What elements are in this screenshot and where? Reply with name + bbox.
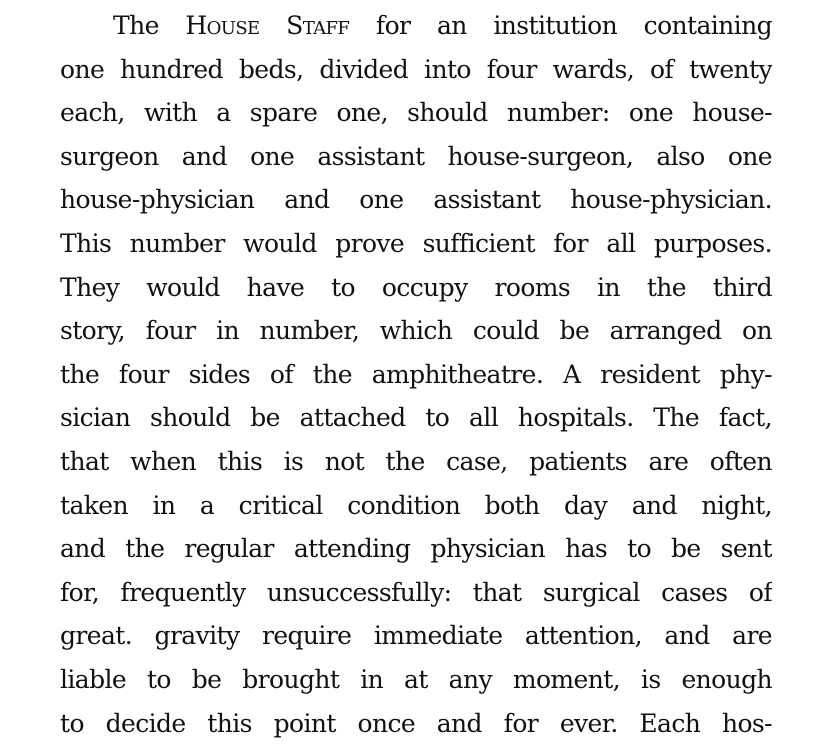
paragraph-line-8: story, four in number, which could be arranged on [60, 316, 772, 346]
paragraph-line-5: house-physician and one assistant house-physician. [60, 185, 772, 215]
paragraph-line-3: each, with a spare one, should number: one house- [60, 98, 772, 128]
line-rest: for an institution containing [375, 11, 772, 40]
document-page [60, 4, 772, 745]
paragraph-line-14: for, frequently unsuccessfully: that surgical cases of [60, 577, 772, 607]
paragraph-line-16: liable to be brought in at any moment, is enough [60, 664, 772, 694]
line-lead-word: The [113, 11, 159, 40]
paragraph-line-13: and the regular attending physician has to be sent [60, 534, 772, 564]
paragraph-line-6: This number would prove sufficient for all purposes. [60, 228, 772, 258]
house-staff-small-caps: House Staff [185, 11, 350, 40]
paragraph-line-10: sician should be attached to all hospitals. The fact, [60, 403, 772, 433]
paragraph-line-12: taken in a critical condition both day and night, [60, 490, 772, 520]
paragraph-line-17: to decide this point once and for ever. Each hos- [60, 708, 772, 738]
paragraph-line-7: They would have to occupy rooms in the third [60, 272, 772, 302]
paragraph-line-9: the four sides of the amphitheatre. A resident phy- [60, 359, 772, 389]
paragraph-line-4: surgeon and one assistant house-surgeon, also one [60, 141, 772, 171]
paragraph-line-2: one hundred beds, divided into four wards, of twenty [60, 54, 772, 84]
paragraph-line-1 [60, 4, 772, 48]
paragraph-line-11: that when this is not the case, patients are often [60, 446, 772, 476]
paragraph-line-15: great. gravity require immediate attention, and are [60, 621, 772, 651]
